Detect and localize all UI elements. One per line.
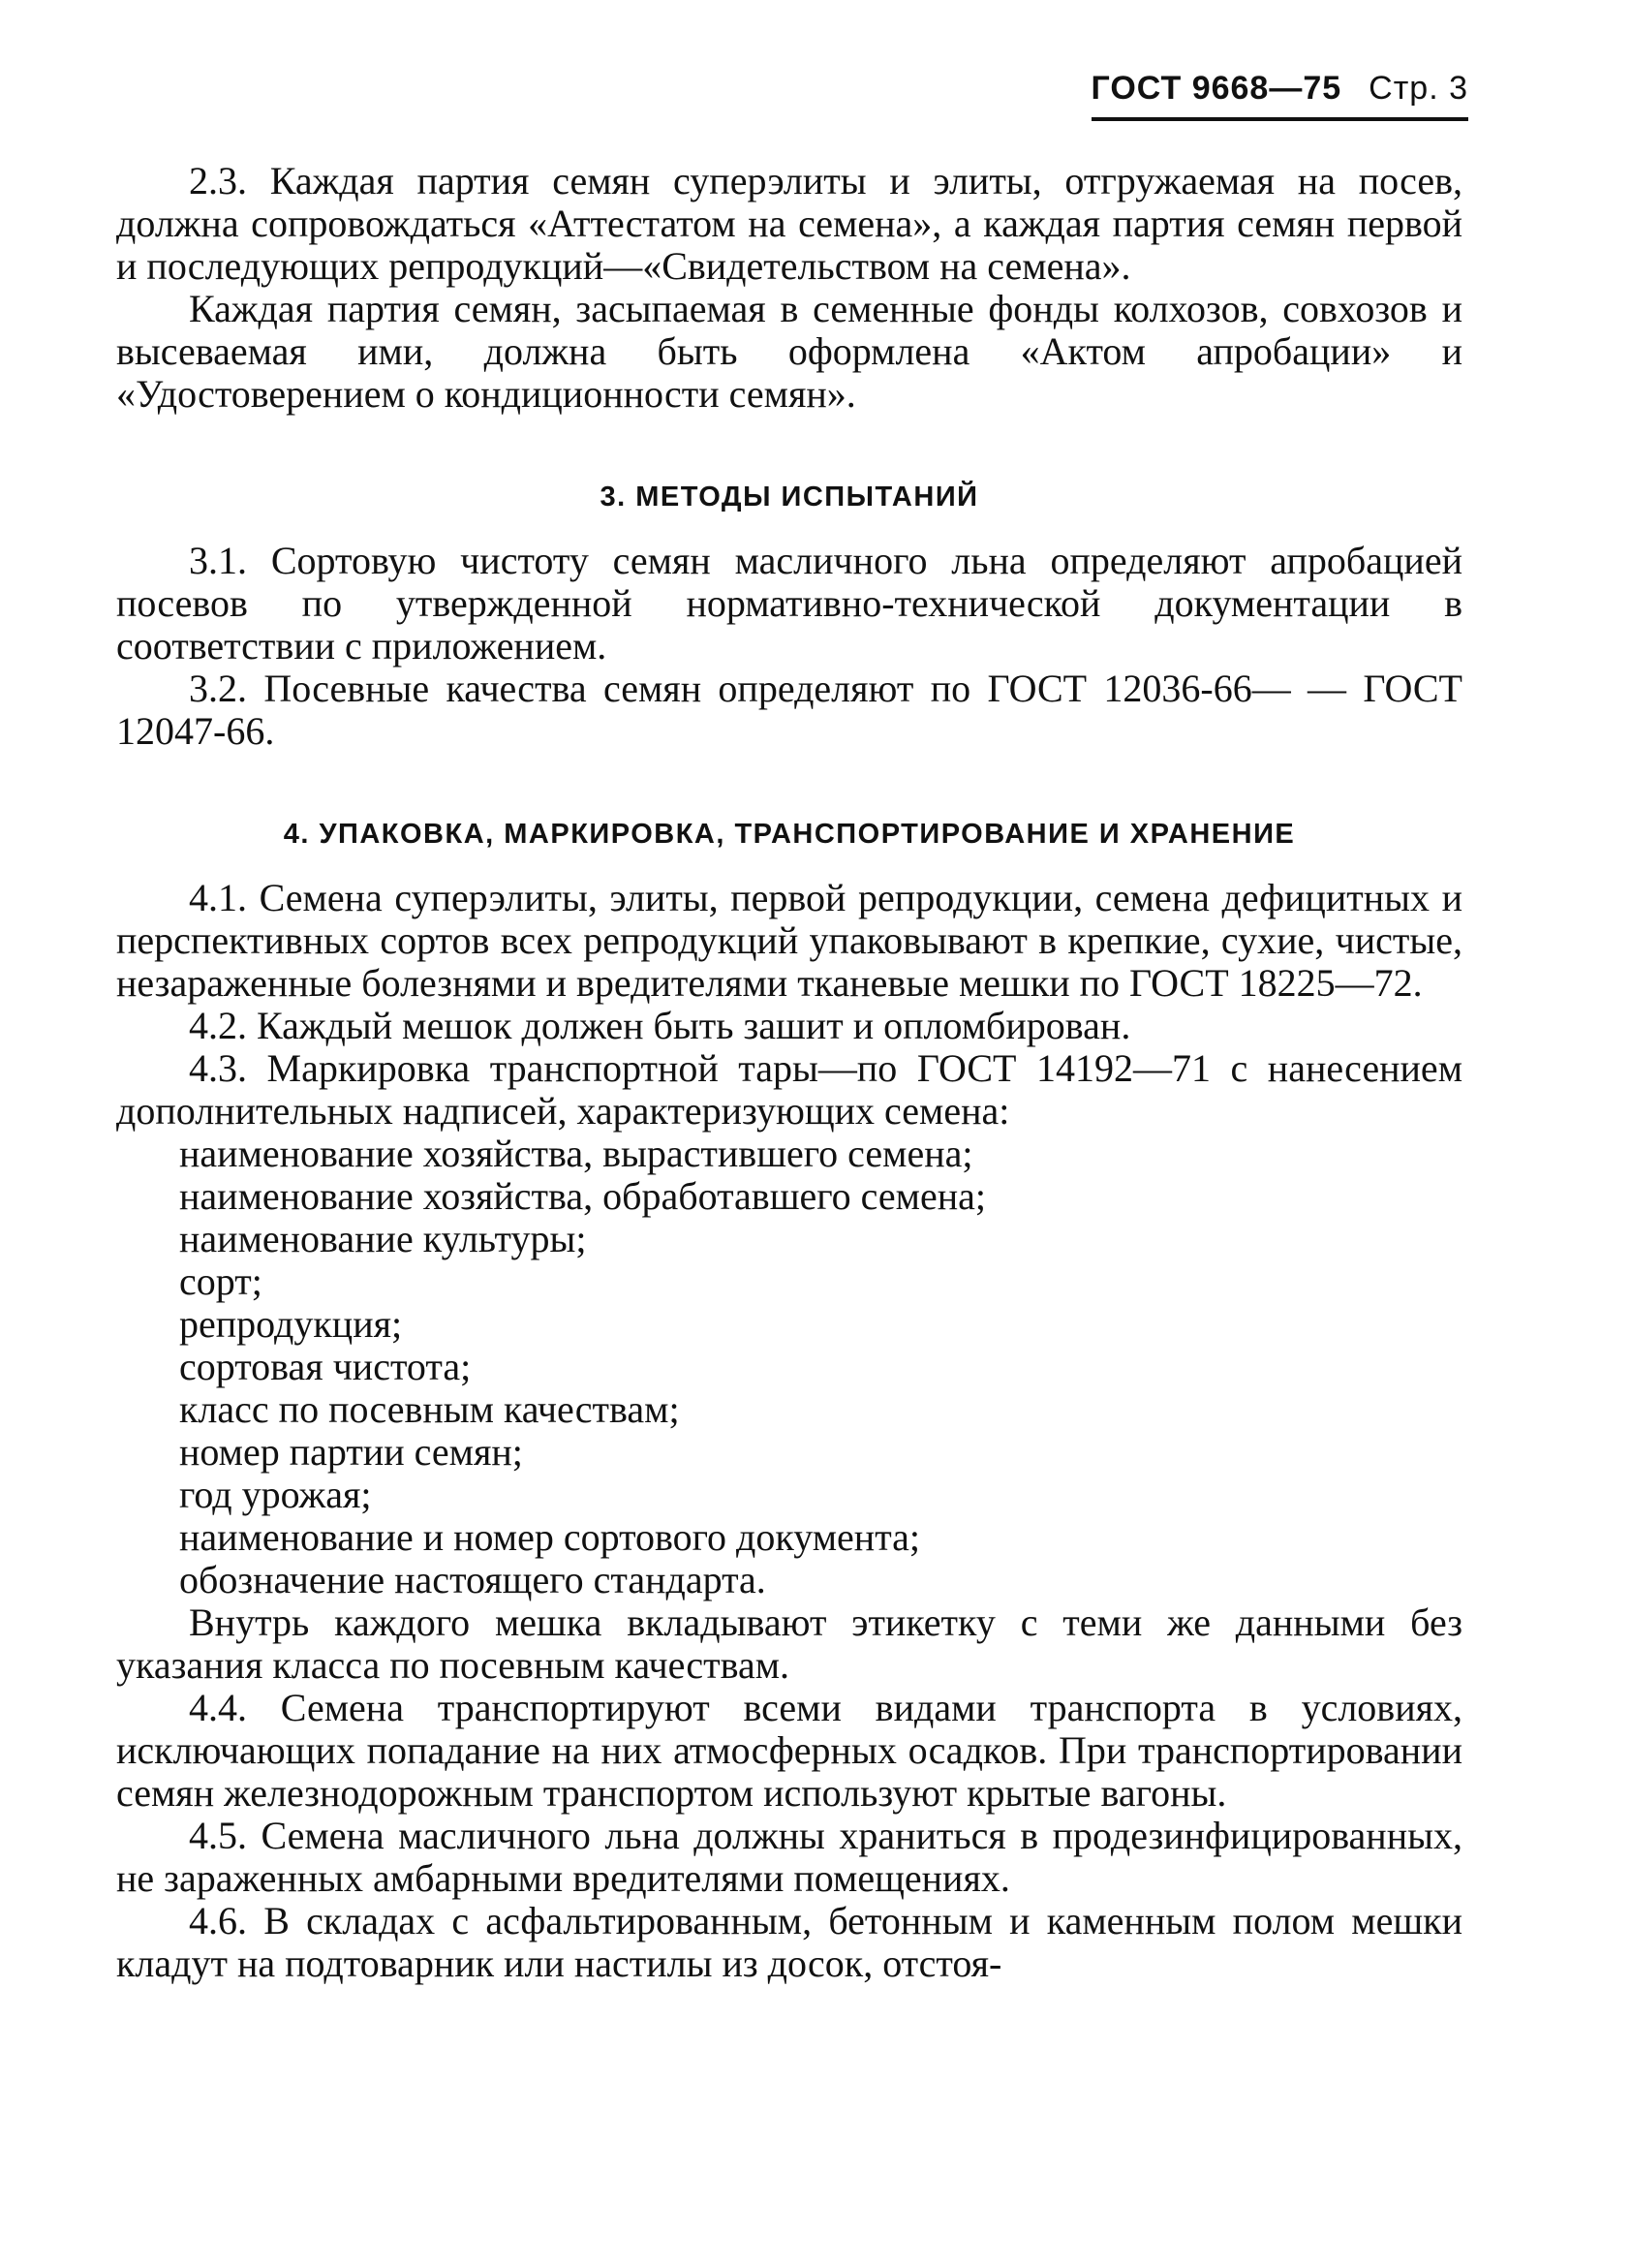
paragraph-4-1: 4.1. Семена суперэлиты, элиты, первой репродукции, семена дефицитных и перспективных сортов всех репродукций упаковывают в крепкие, сухие, чистые, незараженные болезнями и вредителями тканевые мешки по ГОСТ 18225—72. xyxy=(116,876,1462,1005)
list-item: наименование и номер сортового документа; xyxy=(179,1515,921,1559)
paragraph-4-2: 4.2. Каждый мешок должен быть зашит и опломбирован. xyxy=(189,1004,1131,1047)
document-body xyxy=(116,160,1462,1985)
paragraph-3-1: 3.1. Сортовую чистоту семян масличного льна определяют апробацией посевов по утвержденной нормативно-технической документации в соответствии с приложением. xyxy=(116,539,1462,668)
paragraph-4-5: 4.5. Семена масличного льна должны храниться в продезинфицированных, не зараженных амбарными вредителями помещениях. xyxy=(116,1814,1462,1900)
list-item: репродукция; xyxy=(179,1302,403,1346)
page-header xyxy=(1092,70,1469,121)
list-item: наименование хозяйства, вырастившего семена; xyxy=(179,1132,973,1175)
paragraph-4-3-continued: Внутрь каждого мешка вкладывают этикетку с теми же данными без указания класса по посевным качествам. xyxy=(116,1600,1462,1687)
standard-number: ГОСТ 9668—75 xyxy=(1091,70,1342,107)
paragraph-4-4: 4.4. Семена транспортируют всеми видами транспорта в условиях, исключающих попадание на них атмосферных осадков. При транспортировании семян железнодорожным транспортом используют крытые вагоны. xyxy=(116,1686,1462,1815)
list-item: год урожая; xyxy=(179,1473,372,1516)
list-item: класс по посевным качествам; xyxy=(179,1387,680,1431)
paragraph-4-6: 4.6. В складах с асфальтированным, бетонным и каменным полом мешки кладут на подтоварник или настилы из досок, отстоя- xyxy=(116,1899,1462,1985)
list-item: обозначение настоящего стандарта. xyxy=(179,1558,766,1601)
paragraph-3-2: 3.2. Посевные качества семян определяют по ГОСТ 12036-66— — ГОСТ 12047-66. xyxy=(116,667,1462,753)
section-3-heading: 3. МЕТОДЫ ИСПЫТАНИЙ xyxy=(600,482,979,513)
list-item: сортовая чистота; xyxy=(179,1345,472,1388)
list-item: наименование хозяйства, обработавшего семена; xyxy=(179,1174,986,1218)
list-item: номер партии семян; xyxy=(179,1430,523,1474)
marking-list xyxy=(116,1133,1462,1601)
list-item: наименование культуры; xyxy=(179,1217,587,1260)
list-item: сорт; xyxy=(179,1259,262,1303)
page-number: Стр. 3 xyxy=(1369,70,1468,107)
paragraph-2-3-continued: Каждая партия семян, засыпаемая в семенные фонды колхозов, совхозов и высеваемая ими, должна быть оформлена «Актом апробации» и «Удостоверением о кондиционности семян». xyxy=(116,287,1462,416)
paragraph-2-3: 2.3. Каждая партия семян суперэлиты и элиты, отгружаемая на посев, должна сопровождаться «Аттестатом на семена», а каждая партия семян первой и последующих репродукций—«Свидетельством на семена». xyxy=(116,159,1462,288)
section-4-heading: 4. УПАКОВКА, МАРКИРОВКА, ТРАНСПОРТИРОВАНИЕ И ХРАНЕНИЕ xyxy=(283,819,1296,850)
paragraph-4-3: 4.3. Маркировка транспортной тары—по ГОСТ 14192—71 с нанесением дополнительных надписей, характеризующих семена: xyxy=(116,1046,1462,1133)
